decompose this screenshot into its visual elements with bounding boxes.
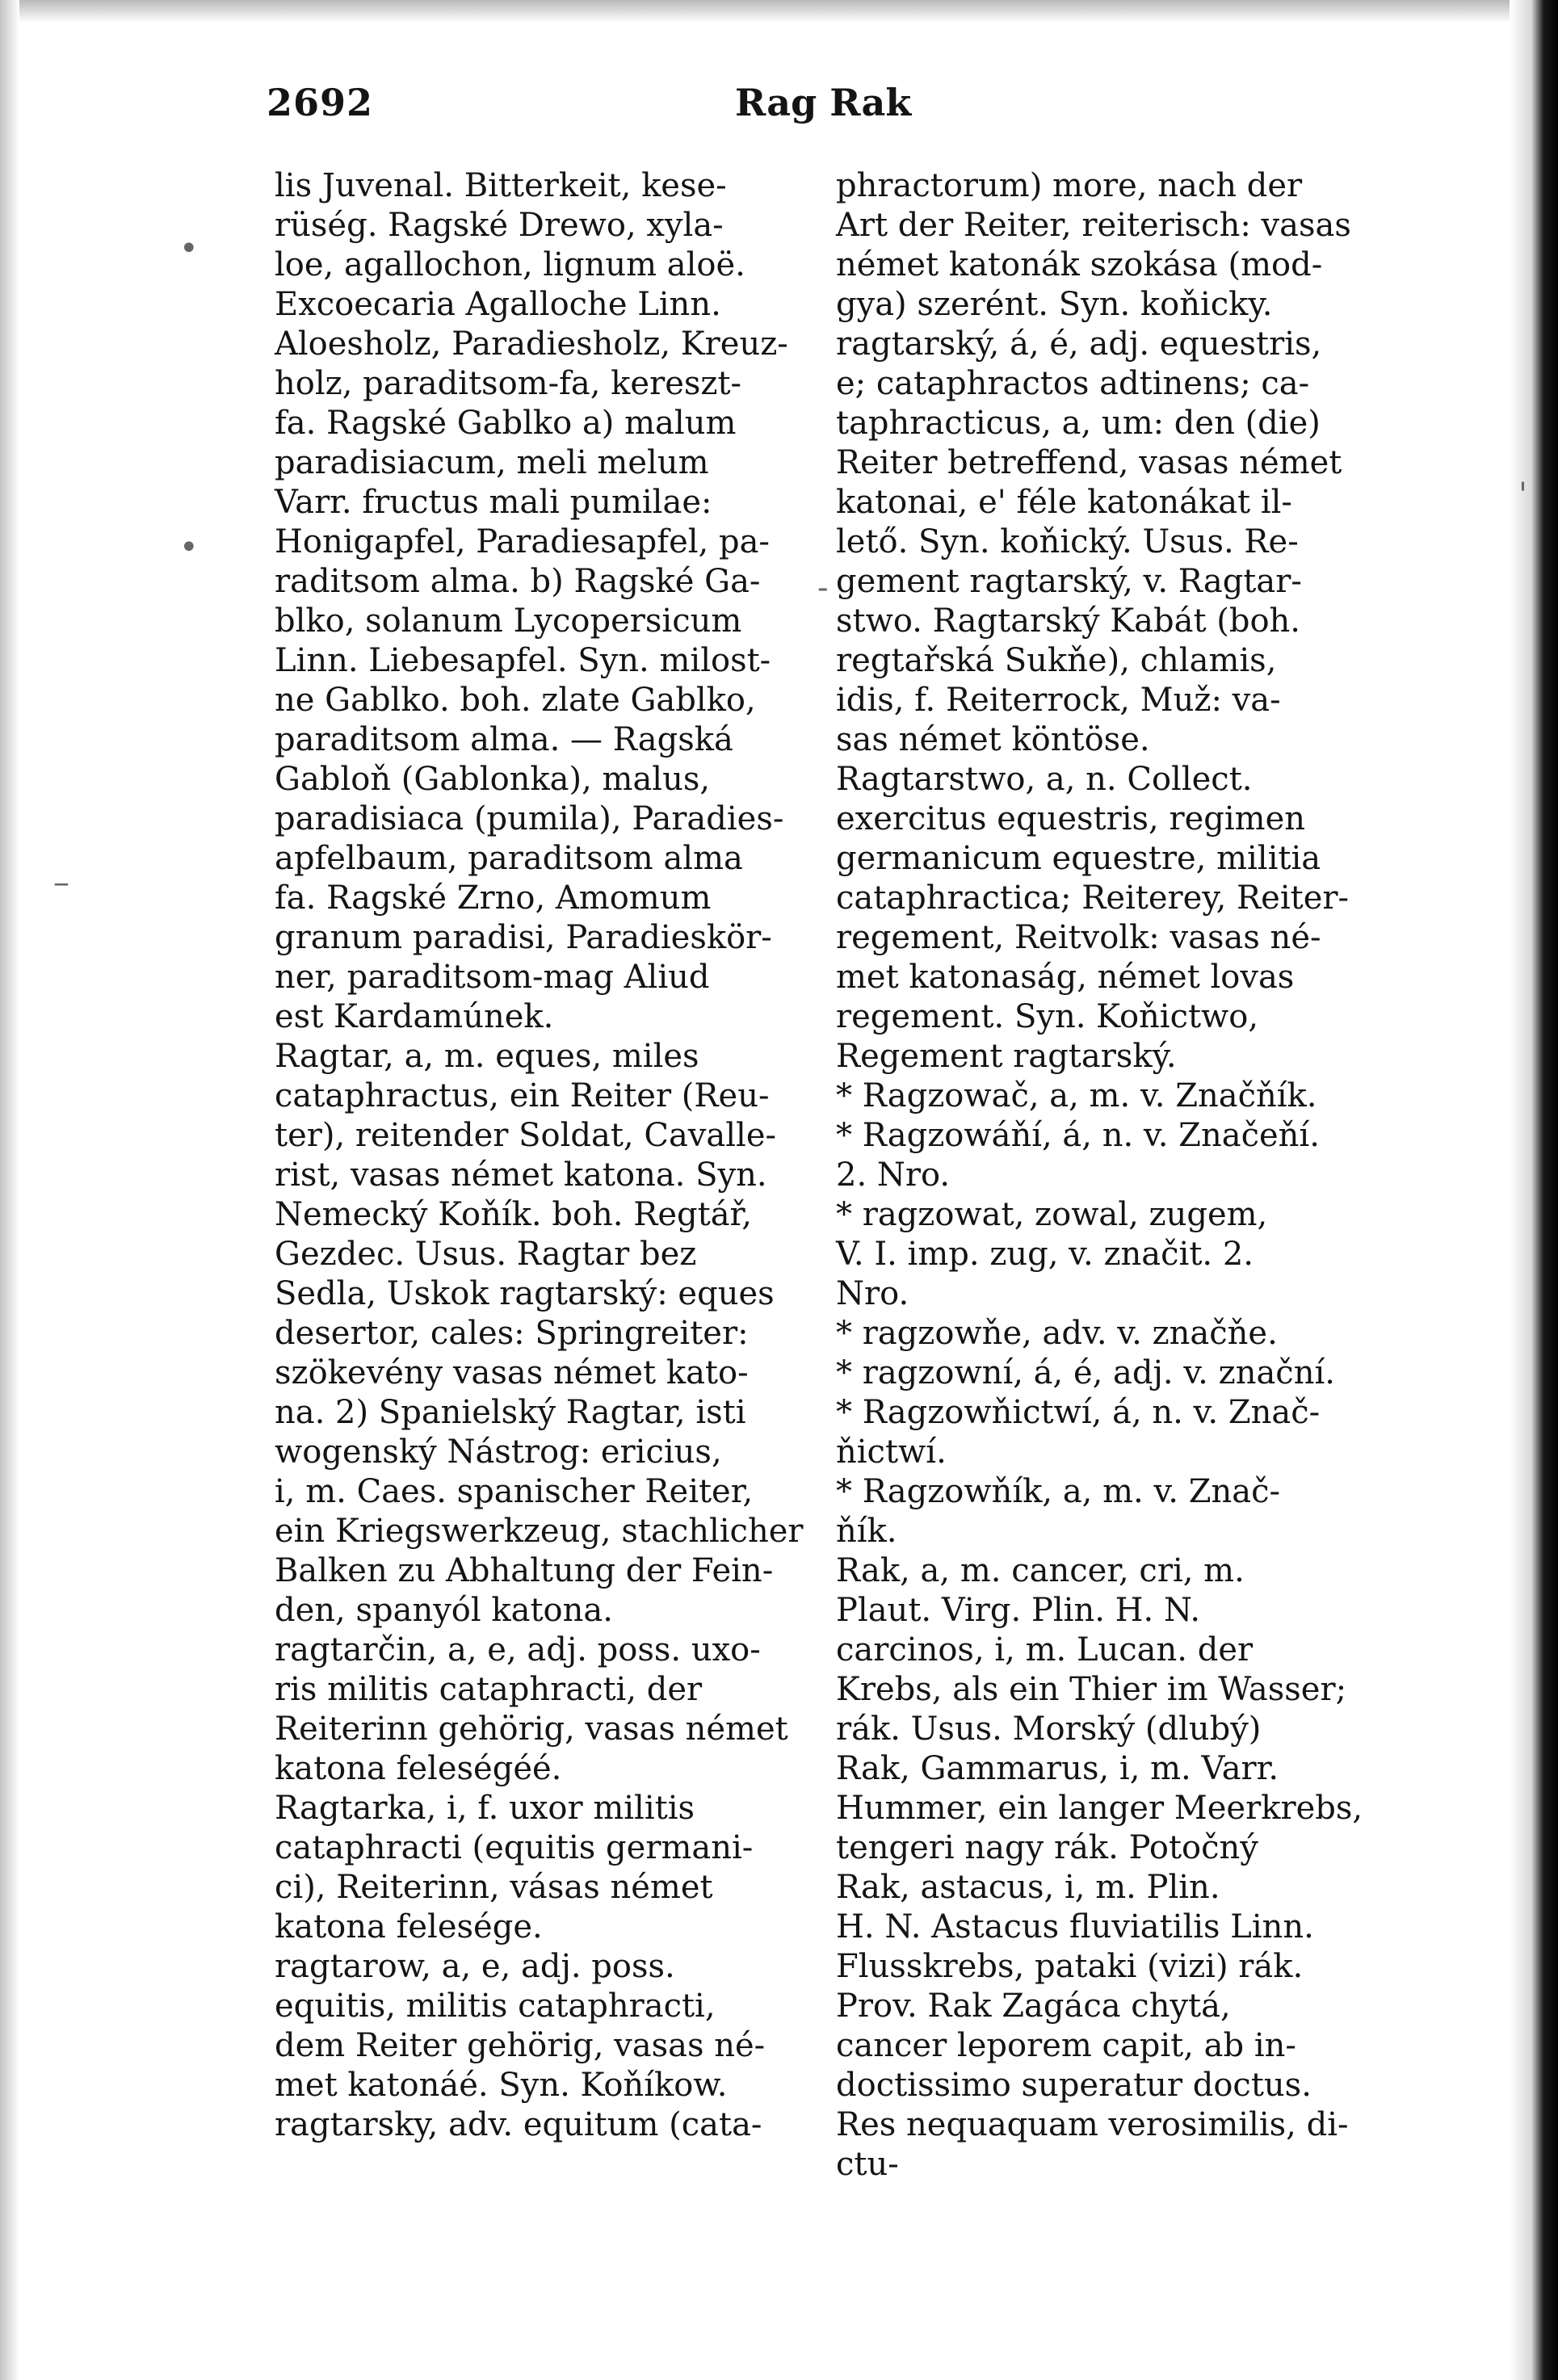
text-line: Balken zu Abhaltung der Fein- xyxy=(275,1552,774,1589)
text-line: Nemecký Koňík. boh. Regtář, xyxy=(275,1196,752,1233)
text-line: ner, paraditsom-mag Aliud xyxy=(275,959,710,996)
text-line: Reiterinn gehörig, vasas német xyxy=(275,1710,788,1748)
text-line: H. N. Astacus fluviatilis Linn. xyxy=(836,1908,1314,1946)
text-line: met katonaság, német lovas xyxy=(836,959,1295,996)
text-line: stwo. Ragtarský Kabát (boh. xyxy=(836,602,1300,640)
text-line: Rak, astacus, i, m. Plin. xyxy=(836,1869,1220,1906)
text-line: katona felesége. xyxy=(275,1908,543,1946)
text-line: gya) szerént. Syn. koňicky. xyxy=(836,286,1273,323)
text-line: * Ragzowáňí, á, n. v. Značeňí. xyxy=(836,1117,1320,1154)
text-line: paradisiacum, meli melum xyxy=(275,444,709,481)
text-line: Prov. Rak Zagáca chytá, xyxy=(836,1988,1231,2025)
text-line: cataphractica; Reiterey, Reiter- xyxy=(836,879,1350,917)
text-line: cataphracti (equitis germani- xyxy=(275,1829,754,1866)
text-line: i, m. Caes. spanischer Reiter, xyxy=(275,1473,754,1510)
text-line: Varr. fructus mali pumilae: xyxy=(275,484,712,521)
text-line: rüség. Ragské Drewo, xyla- xyxy=(275,207,724,244)
left-column xyxy=(275,166,808,2145)
text-line: Nro. xyxy=(836,1275,909,1312)
text-line: Flusskrebs, pataki (vizi) rák. xyxy=(836,1948,1304,1985)
text-line: * ragzowňe, adv. v. značňe. xyxy=(836,1315,1278,1352)
text-line: rák. Usus. Morský (dlubý) xyxy=(836,1710,1262,1748)
text-line: 2. Nro. xyxy=(836,1156,951,1194)
text-line: Aloesholz, Paradiesholz, Kreuz- xyxy=(275,325,788,363)
margin-tick: ' xyxy=(1518,476,1527,514)
margin-dash: – xyxy=(53,864,69,901)
text-line: granum paradisi, Paradieskör- xyxy=(275,919,772,956)
margin-dot: • xyxy=(179,529,199,566)
text-line: desertor, cales: Springreiter: xyxy=(275,1315,749,1352)
text-line: katonai, e' féle katonákat il- xyxy=(836,484,1292,521)
text-line: wogenský Nástrog: ericius, xyxy=(275,1433,722,1471)
text-line: Honigapfel, Paradiesapfel, pa- xyxy=(275,523,770,560)
text-line: Ragtar, a, m. eques, miles xyxy=(275,1038,699,1075)
text-line: cataphractus, ein Reiter (Reu- xyxy=(275,1077,770,1114)
text-line: német katonák szokása (mod- xyxy=(836,246,1323,283)
text-line: Plaut. Virg. Plin. H. N. xyxy=(836,1592,1201,1629)
text-line: Rak, Gammarus, i, m. Varr. xyxy=(836,1750,1279,1787)
text-line: na. 2) Spanielský Ragtar, isti xyxy=(275,1394,746,1431)
text-line: rist, vasas német katona. Syn. xyxy=(275,1156,767,1194)
text-line: * Ragzowňictwí, á, n. v. Znač- xyxy=(836,1394,1321,1431)
text-line: ctu- xyxy=(836,2146,899,2183)
text-line: tengeri nagy rák. Potočný xyxy=(836,1829,1258,1866)
text-line: raditsom alma. b) Ragské Ga- xyxy=(275,563,761,600)
text-line: Sedla, Uskok ragtarský: eques xyxy=(275,1275,775,1312)
text-line: ragtarčin, a, e, adj. poss. uxo- xyxy=(275,1631,761,1669)
text-line: loe, agallochon, lignum aloë. xyxy=(275,246,745,283)
text-line: * Ragzowňík, a, m. v. Znač- xyxy=(836,1473,1281,1510)
page-header xyxy=(267,81,1317,137)
text-line: equitis, militis cataphracti, xyxy=(275,1988,716,2025)
text-line: V. I. imp. zug, v. značit. 2. xyxy=(836,1236,1254,1273)
text-line: Reiter betreffend, vasas német xyxy=(836,444,1342,481)
text-line: * ragzowní, á, é, adj. v. znační. xyxy=(836,1354,1335,1391)
text-line: ne Gablko. boh. zlate Gablko, xyxy=(275,682,756,719)
text-line: katona feleségéé. xyxy=(275,1750,562,1787)
text-line: Ragtarstwo, a, n. Collect. xyxy=(836,761,1253,798)
text-line: phractorum) more, nach der xyxy=(836,167,1303,204)
right-column xyxy=(836,166,1417,2185)
text-line: Ragtarka, i, f. uxor militis xyxy=(275,1790,695,1827)
text-line: blko, solanum Lycopersicum xyxy=(275,602,742,640)
text-line: doctissimo superatur doctus. xyxy=(836,2067,1312,2104)
text-line: regement. Syn. Koňictwo, xyxy=(836,998,1259,1035)
text-line: carcinos, i, m. Lucan. der xyxy=(836,1631,1254,1669)
text-line: cancer leporem capit, ab in- xyxy=(836,2027,1296,2064)
text-line: paradisiaca (pumila), Paradies- xyxy=(275,800,784,837)
text-line: fa. Ragské Gablko a) malum xyxy=(275,405,737,442)
running-head: Rag Rak xyxy=(735,81,912,124)
text-line: Res nequaquam verosimilis, di- xyxy=(836,2106,1349,2143)
text-line: apfelbaum, paraditsom alma xyxy=(275,840,743,877)
text-line: ris militis cataphracti, der xyxy=(275,1671,703,1708)
text-line: ci), Reiterinn, vásas német xyxy=(275,1869,713,1906)
text-line: sas német köntöse. xyxy=(836,721,1150,758)
text-line: ragtarsky, adv. equitum (cata- xyxy=(275,2106,762,2143)
text-line: ter), reitender Soldat, Cavalle- xyxy=(275,1117,777,1154)
text-line: lető. Syn. koňický. Usus. Re- xyxy=(836,523,1299,560)
margin-dot: • xyxy=(179,230,199,267)
text-line: e; cataphractos adtinens; ca- xyxy=(836,365,1310,402)
text-line: Rak, a, m. cancer, cri, m. xyxy=(836,1552,1245,1589)
text-line: ňík. xyxy=(836,1513,897,1550)
text-line: Hummer, ein langer Meerkrebs, xyxy=(836,1790,1363,1827)
text-line: lis Juvenal. Bitterkeit, kese- xyxy=(275,167,727,204)
text-line: Gabloň (Gablonka), malus, xyxy=(275,761,711,798)
text-line: taphracticus, a, um: den (die) xyxy=(836,405,1321,442)
page-number: 2692 xyxy=(267,81,374,124)
text-line: Excoecaria Agalloche Linn. xyxy=(275,286,721,323)
margin-dash: - xyxy=(817,569,829,607)
text-line: * ragzowat, zowal, zugem, xyxy=(836,1196,1268,1233)
text-line: idis, f. Reiterrock, Muž: va- xyxy=(836,682,1281,719)
text-line: paraditsom alma. — Ragská xyxy=(275,721,733,758)
text-line: met katonáé. Syn. Koňíkow. xyxy=(275,2067,728,2104)
text-line: exercitus equestris, regimen xyxy=(836,800,1306,837)
text-line: Regement ragtarský. xyxy=(836,1038,1177,1075)
text-line: ragtarow, a, e, adj. poss. xyxy=(275,1948,675,1985)
text-line: fa. Ragské Zrno, Amomum xyxy=(275,879,712,917)
text-line: den, spanyól katona. xyxy=(275,1592,613,1629)
text-line: Gezdec. Usus. Ragtar bez xyxy=(275,1236,697,1273)
text-line: germanicum equestre, militia xyxy=(836,840,1321,877)
text-line: ragtarský, á, é, adj. equestris, xyxy=(836,325,1322,363)
text-line: Linn. Liebesapfel. Syn. milost- xyxy=(275,642,771,679)
text-line: ňictwí. xyxy=(836,1433,947,1471)
text-line: ein Kriegswerkzeug, stachlicher xyxy=(275,1513,804,1550)
text-line: regtařská Sukňe), chlamis, xyxy=(836,642,1277,679)
text-line: Art der Reiter, reiterisch: vasas xyxy=(836,207,1351,244)
text-line: Krebs, als ein Thier im Wasser; xyxy=(836,1671,1347,1708)
text-line: regement, Reitvolk: vasas né- xyxy=(836,919,1321,956)
text-line: holz, paraditsom-fa, kereszt- xyxy=(275,365,742,402)
text-line: est Kardamúnek. xyxy=(275,998,554,1035)
text-line: szökevény vasas német kato- xyxy=(275,1354,749,1391)
text-line: * Ragzowač, a, m. v. Značňík. xyxy=(836,1077,1317,1114)
text-line: gement ragtarský, v. Ragtar- xyxy=(836,563,1302,600)
text-line: dem Reiter gehörig, vasas né- xyxy=(275,2027,766,2064)
